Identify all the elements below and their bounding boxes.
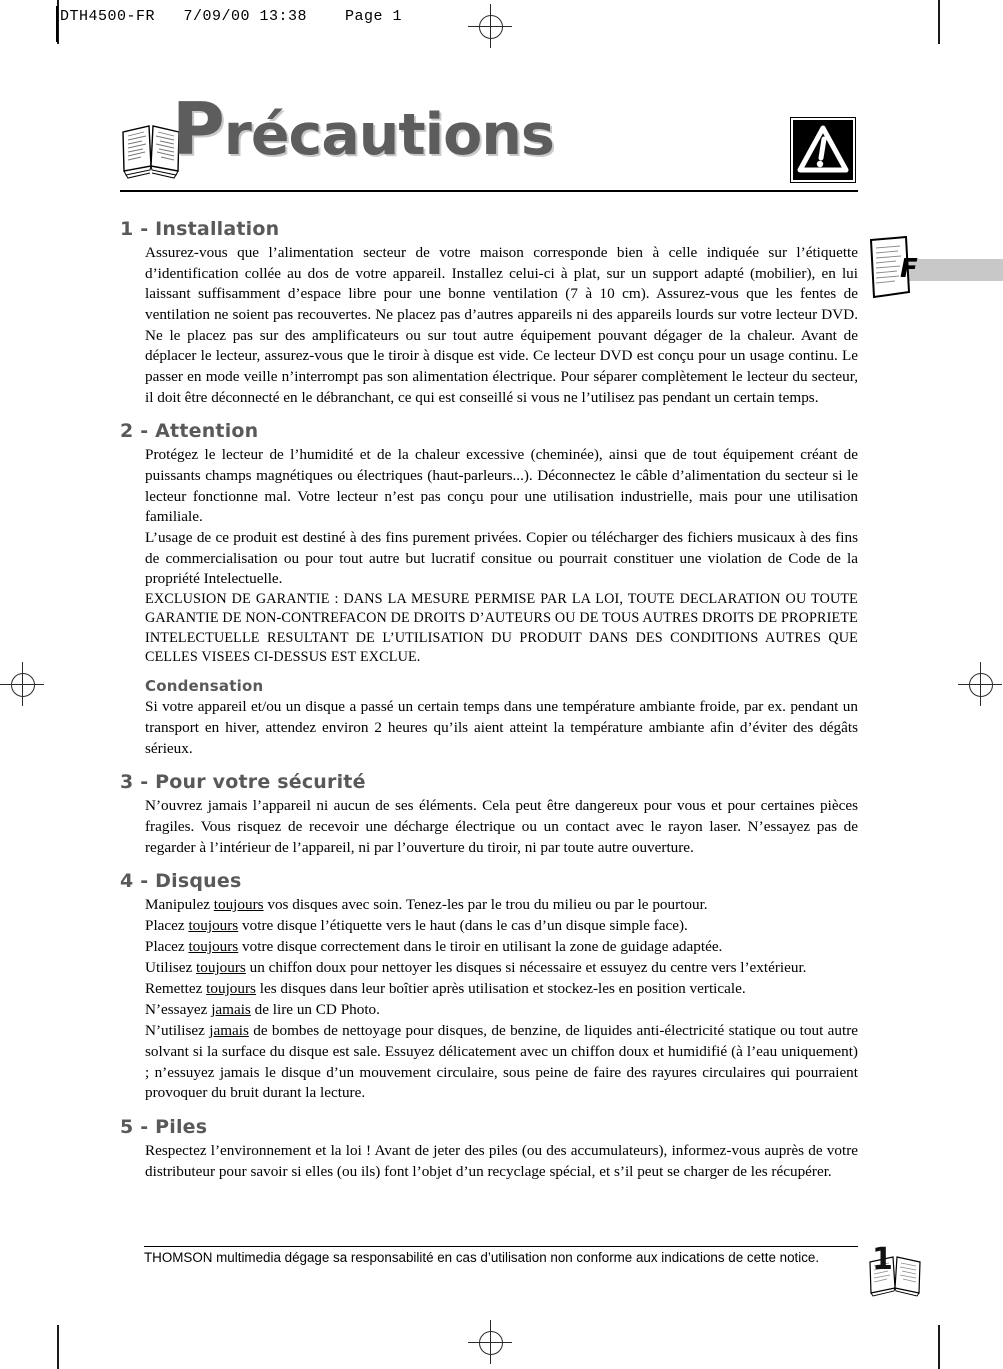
section-heading-installation: 1 - Installation (120, 218, 280, 240)
section-3-paragraph: N’ouvrez jamais l’appareil ni aucun de ses éléments. Cela peut être dangereux pour vous et pour certaines pièces fragiles. Vous risquez de recevoir une décharge électrique ou un contact avec le rayon laser. N’essayez pas de regarder à l’intérieur de l’appareil, ni par l’ouverture du tiroir, ni par toute autre ouverture. (145, 797, 858, 856)
disques-line-emphasis: toujours (188, 917, 239, 935)
disques-line (145, 938, 722, 955)
disques-final-emphasis: jamais (209, 1022, 249, 1040)
disques-line-emphasis: toujours (213, 896, 264, 914)
language-tab (858, 236, 1003, 308)
disques-line-post: de lire un CD Photo. (250, 1001, 380, 1019)
disques-line-emphasis: toujours (196, 959, 246, 977)
header-left-rule (56, 6, 58, 42)
disques-line (145, 1001, 380, 1018)
disques-line (145, 980, 746, 997)
disques-final-pre: N’utilisez (145, 1022, 210, 1040)
warning-triangle-icon (791, 118, 855, 182)
crop-mark-top-right-vertical (938, 0, 940, 44)
page-title-block (120, 87, 880, 204)
disques-line-pre: Remettez (145, 980, 207, 998)
footer-disclaimer: THOMSON multimedia dégage sa responsabilité en cas d’utilisation non conforme aux indications de cette notice. (144, 1250, 820, 1265)
section-2-paragraph-2: L’usage de ce produit est destiné à des fins purement privées. Copier ou télécharger des fichiers musicaux à des fins de commercialisation ou pour tout autre but lucratif consitue ou pourrait constituer une violation de Code de la propriété Intelectuelle. (145, 529, 858, 588)
disques-line-pre: Utilisez (145, 959, 197, 977)
section-heading-piles: 5 - Piles (120, 1115, 208, 1138)
disques-line (145, 896, 708, 913)
footer-divider (144, 1246, 858, 1247)
section-2-paragraph-1: Protégez le lecteur de l’humidité et de la chaleur excessive (cheminée), ainsi que de tout équipement créant de puissants champs magnétiques ou électriques (haut-parleurs...). Déconnectez le câble d’alimentation du secteur si le lecteur fonctionne mal. Votre lecteur n’est pas conçu pour une utilisation industrielle, mais pour une utilisation familiale. (145, 446, 858, 526)
registration-mark-right (958, 662, 1002, 706)
registration-mark-bottom (468, 1320, 512, 1364)
disques-line-emphasis: toujours (188, 938, 239, 956)
disques-line-post: un chiffon doux pour nettoyer les disques si nécessaire et essuyez du centre vers l’extérieur. (245, 959, 807, 977)
section-heading-disques: 4 - Disques (120, 870, 242, 893)
crop-mark-bottom-left-vertical (57, 1325, 59, 1369)
disques-line-emphasis: toujours (206, 980, 256, 998)
disques-line-pre: Placez (145, 917, 189, 935)
disques-final-paragraph (145, 1021, 858, 1104)
warranty-exclusion-text: EXCLUSION DE GARANTIE : DANS LA MESURE PERMISE PAR LA LOI, TOUTE DECLARATION OU TOUTE GARANTIE DE NON-CONTREFACON DE DROITS D’AUTEURS OU DE TOUS AUTRES DROITS DE PROPRIETE INTELECTUELLE RESULTANT DE L’UTILISATION DU PRODUIT DANS DES CONDITIONS AUTRES QUE CELLES VISEES CI-DESSUS EST EXCLUE. (145, 591, 858, 666)
disques-line-post: votre disque l’étiquette vers le haut (dans le cas d’un disque simple face). (238, 917, 688, 935)
disques-line (145, 917, 688, 934)
document-content (120, 206, 858, 1182)
disques-line-post: votre disque correctement dans le tiroir en utilisant la zone de guidage adaptée. (238, 938, 723, 956)
section-5-paragraph: Respectez l’environnement et la loi ! Avant de jeter des piles (ou des accumulateurs), informez-vous auprès de votre distributeur pour savoir si elles (ou ils) font l’objet d’un recyclage spécial, et s’il peut se charger de les récupérer. (145, 1141, 858, 1180)
disques-line-pre: N’essayez (145, 1001, 212, 1019)
disques-final-post: de bombes de nettoyage pour disques, de benzine, de liquides anti-électricité statique ou tout autre solvant si la surface du disque est sale. Essuyez délicatement avec un chiffon doux et humidifié (à l’eau uniquement) ; n’essuyez jamais le disque d’un mouvement circulaire, sous peine de faire des rayures circulaires qui pourraient provoquer du bruit durant la lecture. (145, 1022, 859, 1102)
registration-mark-left (0, 662, 44, 706)
disques-line (145, 959, 806, 976)
page-title-rest: récautions (223, 102, 554, 168)
disques-line-pre: Manipulez (145, 896, 214, 914)
language-tab-letter: F (900, 254, 918, 284)
print-header-text: DTH4500-FR 7/09/00 13:38 Page 1 (60, 8, 403, 25)
page-title-initial: P (172, 87, 224, 171)
disques-line-post: vos disques avec soin. Tenez-les par le trou du milieu ou par le pourtour. (263, 896, 708, 914)
disques-line-list (145, 895, 858, 1021)
page-title (172, 87, 554, 171)
registration-mark-top (468, 4, 512, 48)
subsection-heading-condensation: Condensation (145, 677, 264, 696)
disques-line-post: les disques dans leur boîtier après utilisation et stockez-les en position verticale. (255, 980, 746, 998)
disques-line-emphasis: jamais (211, 1001, 251, 1019)
section-heading-securite: 3 - Pour votre sécurité (120, 771, 366, 794)
crop-mark-bottom-right-vertical (938, 1325, 940, 1369)
section-1-paragraph: Assurez-vous que l’alimentation secteur de votre maison corresponde bien à celle indiquée sur l’étiquette d’identification collée au dos de votre appareil. Installez celui-ci à plat, sur un support adapté (mobilier), en lui laissant suffisamment d’espace libre pour une bonne ventilation (7 à 10 cm). Assurez-vous que les fentes de ventilation ne soient pas recouvertes. Ne placez pas d’autres appareils ni des appareils lourds sur votre lecteur DVD. Ne le placez pas sur des amplificateurs ou sur tout autre équipement pouvant dégager de la chaleur. Avant de déplacer le lecteur, assurez-vous que le tiroir à disque est vide. Ce lecteur DVD est conçu pour un usage continu. Le passer en mode veille n’interrompt pas son alimentation électrique. Pour séparer complètement le lecteur du secteur, il doit être déconnecté en le débranchant, ce qui est conseillé si vous ne l’utilisez pas pendant un certain temps. (145, 244, 858, 406)
title-divider (120, 190, 858, 192)
condensation-paragraph: Si votre appareil et/ou un disque a passé un certain temps dans une température ambiante froide, par ex. pendant un transport en hiver, attendez environ 2 heures qu’ils aient atteint la température ambiante afin d’éviter des dégâts sérieux. (145, 698, 858, 757)
section-heading-attention: 2 - Attention (120, 420, 259, 443)
page-number: 1 (872, 1242, 893, 1277)
disques-line-pre: Placez (145, 938, 189, 956)
